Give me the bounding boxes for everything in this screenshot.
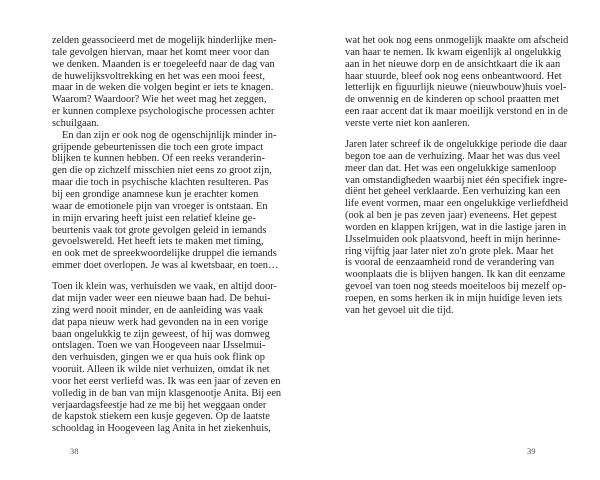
text-line: maar in de weken die volgen begint er iets te knagen. [52,82,274,94]
text-line: de onwennig en de kinderen op school praatten met [345,94,560,106]
page-number: 39 [527,446,536,456]
right-page [300,0,600,480]
text-line: den verhuisden, gingen we er qua huis ook flink op [52,352,265,364]
paragraph [345,139,569,317]
paragraph [345,35,569,130]
text-line: een raar accent dat ik maar moeilijk verstond en in de [345,106,568,118]
text-line: roepen, en soms herken ik in mijn huidige leven iets [345,293,563,305]
text-line: schuilgaan. [52,117,100,129]
text-line: verjaardagsfeestje had ze me bij het weggaan onder [52,399,267,411]
text-line: verste verte niet kon aanleren. [345,117,470,129]
text-line: dat papa nieuw werk had gevonden na in een vorige [52,316,269,328]
text-line: van omstandigheden waarbij niet één specifiek ingre- [345,174,568,186]
text-line: gevoel van toen nog steeds moeiteloos bij mezelf op- [345,281,567,293]
text-line: is vooral de eenzaamheid rond de verandering van [345,257,555,269]
text-line: volledig in de ban van mijn klasgenootje Anita. Bij een [52,387,282,399]
text-line: en ook met de spreekwoordelijke druppel die iemands [52,248,277,260]
text-line: ontslagen. Toen we van Hoogeveen naar IJsselmui- [52,340,266,352]
text-line: letterlijk en figuurlijk nieuwe (nieuwbouw)huis voel- [345,82,567,94]
text-line: tale gevolgen hiervan, maar het komt meer voor dan [52,46,270,58]
text-line: we denken. Maanden is er toegeleefd naar de dag van [52,58,275,70]
text-line: diënt het geheel verklaarde. Een verhuizing kan een [345,186,561,198]
text-line: gen die op zichzelf misschien niet eens zo groot zijn, [52,165,272,177]
text-line: life event vormen, maar een ongelukkige verliefdheid [345,198,569,210]
text-line: er kunnen complexe psychologische processen achter [52,106,275,118]
text-line: IJsselmuiden ook plaatsvond, heeft in mijn herinne- [345,233,561,245]
text-line: Jaren later schreef ik de ongelukkige periode die daar [345,139,568,151]
text-line: emmer doet overlopen. Je was al kwetsbaar, en toen… [52,260,279,272]
left-page-text-column [52,35,282,435]
page-number: 38 [70,446,79,456]
text-line: waar de emotionele pijn van vroeger is ontstaan. En [52,200,268,212]
paragraph-gap [52,272,254,281]
text-line: ring vijftig jaar later niet zo'n grote plek. Maar het [345,245,554,257]
text-line: aan in het nieuwe dorp en de ansichtkaart die ik aan [345,58,561,70]
text-line: begon toe aan de verhuizing. Maar het was dus veel [345,150,561,162]
text-line: bij een grondige anamnese kun je erachter komen [52,188,259,200]
text-line: wat het ook nog eens onmogelijk maakte om afscheid [345,35,569,46]
text-line: maar die toch in psychische klachten resulteren. Pas [52,177,269,189]
text-line: beurtenis vaak tot grote gevolgen geleid in iemands [52,224,267,236]
text-line: zelden geassocieerd met de mogelijk hinderlijke men- [52,35,277,46]
text-line: blijken te kunnen hebben. Of een reeks veranderin- [52,153,265,165]
text-line: vooruit. Alleen ik wilde niet verhuizen, omdat ik net [52,364,270,376]
text-line: voor het eerst verliefd was. Ik was een jaar of zeven en [52,375,281,387]
text-line: dat mijn vader weer een nieuwe baan had. De behui- [52,293,271,305]
text-line: woonplaats die is blijven hangen. Ik kan dit eenzame [345,269,566,281]
paragraph-gap [345,130,547,139]
paragraph [52,281,282,435]
text-line: En dan zijn er ook nog de ogenschijnlijk minder in- [62,129,277,141]
text-line: Toen ik klein was, verhuisden we vaak, en altijd door- [52,281,277,293]
text-line: de kapstok stiekem een kusje gegeven. Op de laatste [52,411,270,423]
text-line: (ook al ben je pas zeven jaar) eveneens. Het gepest [345,210,557,222]
text-line: in mijn ervaring heeft juist een relatief kleine ge- [52,212,256,224]
text-line: grijpende gebeurtenissen die toch een grote impact [52,141,264,153]
paragraph [52,35,277,130]
text-line: gevoelswereld. Het heeft iets te maken met timing, [52,236,264,248]
text-line: meer dan dat. Het was een ongelukkige samenloop [345,162,557,174]
text-line: van het gevoel uit die tijd. [345,304,454,316]
text-line: worden en klappen krijgen, wat in die lastige jaren in [345,221,567,233]
text-line: schooldag in Hoogeveen lag Anita in het ziekenhuis, [52,423,271,435]
text-line: van haar te nemen. Ik kwam eigenlijk al ongelukkig [345,46,562,58]
text-line: Waarom? Waardoor? Wie het weet mag het zeggen, [52,94,267,106]
text-line: haar stuurde, bleef ook nog eens onbeantwoord. Het [345,70,562,82]
text-line: zing werd nooit minder, en de aanleiding was vaak [52,304,264,316]
right-page-text-column [345,35,569,317]
text-line: baan ongelukkig te zijn geweest, of hij was domweg [52,328,270,340]
text-line: de huwelijksvoltrekking en het was een mooi feest, [52,70,265,82]
paragraph [52,129,279,272]
